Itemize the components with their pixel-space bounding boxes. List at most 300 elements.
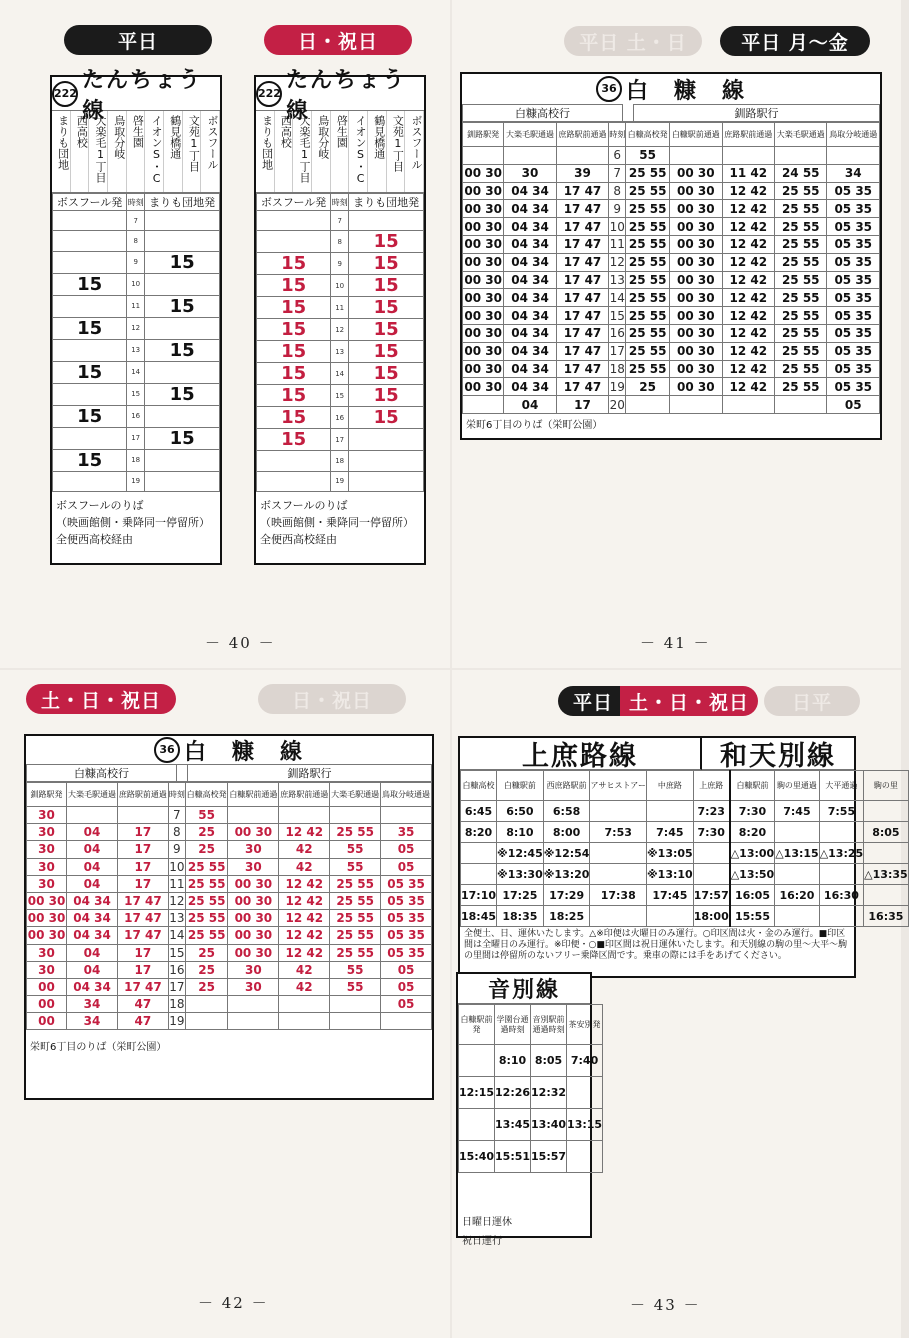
time-cell: 25 55 [775, 200, 827, 218]
time-cell [330, 1013, 381, 1030]
holiday-label: 日・祝日 [297, 30, 378, 53]
weekday-table-row [53, 383, 220, 405]
holiday-cell-left: 15 [257, 429, 331, 451]
kamishoro-time: ※13:30 [497, 864, 544, 885]
hour-cell: 8 [609, 182, 626, 200]
holiday-cell-hour: 16 [331, 407, 349, 429]
table-row [461, 885, 909, 906]
otobetsu-table [458, 1004, 603, 1173]
time-cell: 05 35 [381, 892, 432, 909]
kamishoro-time: 17:25 [497, 885, 544, 906]
time-cell: 30 [27, 961, 67, 978]
wategetsu-time: △13:35 [864, 864, 908, 885]
table-row [463, 253, 880, 271]
weekday-header-43 [558, 686, 628, 716]
hour-cell: 15 [609, 308, 625, 323]
route-notes: 全便土、日、運休いたします。△※印便は火曜日のみ運行。○印区間は火・金のみ運行。■印区間は全曜日のみ運行。※印便・○■印区間は祝日運休いたします。和天別線の駒の里～大平～駒の里間は停留所のないフリー乗降区間です。乗車の際には手をあげてください。 [464, 929, 848, 961]
time-cell: 17 47 [556, 235, 608, 253]
time-cell: 00 30 [670, 200, 722, 218]
time-cell: 05 35 [381, 927, 432, 944]
time-cell: 05 35 [827, 182, 880, 200]
time-cell: 04 34 [504, 324, 556, 342]
time-cell: 05 35 [827, 378, 880, 396]
weekday-cell-right: 15 [145, 383, 220, 405]
table-row [27, 944, 432, 961]
time-cell [722, 147, 774, 165]
weekday-cell-hour: 18 [127, 449, 145, 471]
kamishoro-time: 17:10 [461, 885, 497, 906]
holiday-cell-hour: 18 [331, 451, 349, 471]
wategetsu-time: 7:30 [730, 801, 775, 822]
weekday-table [52, 193, 220, 492]
table-row [463, 324, 880, 342]
weekday-cell-left: 15 [53, 405, 127, 427]
weekday-cell-hour: 16 [127, 405, 145, 427]
hour-cell: 11 [609, 237, 625, 252]
weekday-mon-fri-label: 平日 月～金 [741, 31, 849, 54]
kamishoro-time [693, 864, 730, 885]
kamishoro-time: 18:45 [461, 906, 497, 927]
time-cell: 17 47 [556, 271, 608, 289]
weekday-table-row [53, 231, 220, 251]
time-cell: 30 [27, 824, 67, 841]
time-cell: 25 55 [330, 824, 381, 841]
time-cell: 12 42 [279, 944, 330, 961]
route-name-42: 白 糠 線 [183, 739, 304, 765]
weekday-cell-hour: 14 [127, 361, 145, 383]
wategetsu-time: 15:55 [730, 906, 775, 927]
time-cell: 05 35 [827, 253, 880, 271]
hour-cell: 8 [168, 824, 185, 841]
time-cell [381, 1013, 432, 1030]
holiday-cell-hour: 10 [331, 275, 349, 297]
kamishoro-time [693, 843, 730, 864]
time-cell: 25 55 [626, 200, 670, 218]
hour-cell: 7 [609, 164, 626, 182]
weekday-cell-right [145, 273, 220, 295]
time-cell [463, 147, 504, 165]
time-cell: 17 [117, 944, 168, 961]
table-row [463, 396, 880, 414]
wategetsu-time: 16:30 [819, 885, 863, 906]
weekday-table-row [53, 471, 220, 491]
time-cell [670, 396, 722, 414]
weekday-cell-right [145, 231, 220, 251]
column-header: 時刻 [168, 783, 185, 807]
time-cell: 12 42 [279, 875, 330, 892]
time-cell: 00 30 [670, 324, 722, 342]
holiday-table [256, 193, 424, 492]
kamishoro-time: 7:53 [590, 822, 647, 843]
holiday-route-number-badge: 222 [256, 81, 282, 107]
time-cell: 12 42 [722, 271, 774, 289]
time-cell: 25 55 [185, 927, 228, 944]
time-cell: 12 42 [722, 200, 774, 218]
holiday-cell-hour: 12 [331, 319, 349, 341]
holiday-cell-left: 15 [257, 407, 331, 429]
time-cell [279, 807, 330, 824]
time-cell: 04 34 [504, 253, 556, 271]
holiday-table-row [257, 341, 424, 363]
time-cell: 05 35 [827, 271, 880, 289]
hour-cell: 11 [169, 876, 185, 891]
time-cell [775, 147, 827, 165]
direction-header-42 [26, 764, 432, 782]
wategetsu-time [864, 801, 908, 822]
weekday-route-name: たんちょう線 [82, 67, 203, 124]
time-cell [279, 996, 330, 1013]
otobetsu-time [567, 1141, 603, 1173]
table-row [463, 342, 880, 360]
page-number-40: － 40 － [205, 634, 276, 652]
weekday-cell-left [53, 427, 127, 449]
holiday-222-timetable [254, 67, 426, 565]
time-cell: 17 [117, 824, 168, 841]
weekday-header [64, 25, 212, 55]
weekday-cell-left [53, 231, 127, 251]
time-cell: 17 [117, 875, 168, 892]
holiday-cell-hour: 7 [331, 211, 349, 231]
weekday-table-row [53, 339, 220, 361]
kamishoro-title: 上庶路線 [460, 738, 702, 770]
column-header: 時刻 [609, 123, 626, 147]
time-cell: 47 [117, 996, 168, 1013]
weekday-cell-left [53, 339, 127, 361]
time-cell: 30 [228, 961, 279, 978]
wategetsu-time: 8:20 [730, 822, 775, 843]
time-cell: 25 [185, 824, 228, 841]
wategetsu-time [819, 906, 863, 927]
time-cell: 25 55 [775, 289, 827, 307]
direction-inbound: 釧路駅行 [634, 105, 880, 122]
table-row [27, 1013, 432, 1030]
time-cell: 00 30 [670, 289, 722, 307]
holiday-table-row [257, 385, 424, 407]
time-cell: 00 30 [670, 307, 722, 325]
table-row [27, 892, 432, 909]
time-cell: 17 47 [556, 218, 608, 236]
time-cell: 12 42 [722, 324, 774, 342]
time-cell: 25 55 [330, 927, 381, 944]
time-cell: 04 34 [504, 307, 556, 325]
kamishoro-time [590, 843, 647, 864]
kamishoro-wategetsu-table [460, 770, 909, 927]
holiday-table-row [257, 407, 424, 429]
kamishoro-time: 17:45 [646, 885, 693, 906]
otobetsu-time: 13:15 [567, 1109, 603, 1141]
table-row [461, 822, 909, 843]
holiday-cell-left: 15 [257, 297, 331, 319]
hour-cell: 18 [169, 997, 185, 1012]
weekday-table-row [53, 427, 220, 449]
kamishoro-col: アサヒストアー [590, 771, 647, 801]
holiday-stops [256, 111, 424, 193]
holiday-cell-right [349, 211, 424, 231]
wategetsu-col: 大平通過 [819, 771, 863, 801]
weekday-cell-hour: 19 [127, 471, 145, 491]
holiday-cell-hour: 11 [331, 297, 349, 319]
kamishoro-time: ※13:05 [646, 843, 693, 864]
time-cell: 00 30 [670, 342, 722, 360]
time-cell: 00 30 [670, 271, 722, 289]
table-row [27, 927, 432, 944]
time-cell [463, 396, 504, 414]
weekday-stop: イオンS・C [145, 111, 164, 192]
page-number-43: － 43 － [630, 1296, 701, 1314]
time-cell: 25 55 [185, 858, 228, 875]
holiday-table-row [257, 363, 424, 385]
weekday-stops [52, 111, 220, 193]
wategetsu-col: 白糠駅前 [730, 771, 775, 801]
time-cell: 05 [381, 996, 432, 1013]
sat-sun-holiday-label: 土・日・祝日 [40, 689, 161, 712]
time-cell: 00 30 [464, 201, 502, 216]
weekday-stop: ボスフール [201, 111, 220, 192]
table-row [463, 218, 880, 236]
holiday-table-row [257, 429, 424, 451]
time-cell [504, 147, 556, 165]
time-cell [185, 996, 228, 1013]
kamishoro-time: 6:45 [461, 801, 497, 822]
boarding-note: 栄町6丁目のりば（栄町公園） [466, 419, 603, 431]
holiday-cell-hour: 17 [331, 429, 349, 451]
time-cell: 24 55 [775, 164, 827, 182]
holiday-cell-right: 15 [349, 253, 424, 275]
weekday-table-row [53, 295, 220, 317]
weekday-cell-hour: 12 [127, 317, 145, 339]
weekday-cell-hour: 10 [127, 273, 145, 295]
time-cell: 25 55 [626, 271, 670, 289]
time-cell: 00 30 [464, 308, 502, 323]
hour-cell: 10 [169, 859, 185, 874]
time-cell: 55 [330, 978, 381, 995]
time-cell: 25 [185, 944, 228, 961]
time-cell: 04 [504, 396, 556, 414]
time-cell: 25 55 [775, 218, 827, 236]
otobetsu-time: 13:40 [531, 1109, 567, 1141]
time-cell: 04 [67, 944, 118, 961]
weekday-222-timetable [50, 67, 222, 565]
time-cell: 17 47 [556, 324, 608, 342]
page-43 [452, 670, 908, 1338]
column-header: 釧路駅発 [27, 783, 67, 807]
weekday-cell-hour: 11 [127, 295, 145, 317]
table-row [461, 906, 909, 927]
holiday-table-row [257, 471, 424, 491]
holiday-table-row [257, 319, 424, 341]
weekday-cell-left: 15 [53, 361, 127, 383]
time-cell: 12 42 [722, 182, 774, 200]
wategetsu-time: 7:45 [775, 801, 819, 822]
weekday-cell-left: 15 [53, 317, 127, 339]
kamishoro-time: 8:00 [543, 822, 590, 843]
weekday-cell-right [145, 405, 220, 427]
holiday-table-row [257, 231, 424, 253]
otobetsu-col: 音別駅前通過時刻 [531, 1005, 567, 1045]
time-cell: 55 [330, 841, 381, 858]
holiday-table-row [257, 275, 424, 297]
hour-cell: 12 [169, 894, 185, 909]
time-cell: 05 [381, 978, 432, 995]
time-cell: 35 [381, 824, 432, 841]
time-cell [228, 807, 279, 824]
holiday-cell-left [257, 231, 331, 253]
route-title [462, 74, 880, 104]
weekday-cell-right [145, 361, 220, 383]
time-cell [381, 807, 432, 824]
column-header: 釧路駅発 [463, 123, 504, 147]
wategetsu-time: △13:00 [730, 843, 775, 864]
time-cell: 25 55 [185, 892, 228, 909]
kamishoro-time [461, 843, 497, 864]
column-header-row [27, 783, 432, 807]
table-row [27, 824, 432, 841]
otobetsu-time: 8:05 [531, 1045, 567, 1077]
kamishoro-time: 6:58 [543, 801, 590, 822]
time-cell: 05 [827, 396, 880, 414]
shiranuka-holiday-table [26, 782, 432, 1030]
weekday-table-row [53, 211, 220, 231]
table-row [459, 1077, 603, 1109]
column-header: 白糠高校発 [626, 123, 670, 147]
time-cell: 04 34 [67, 910, 118, 927]
time-cell [827, 147, 880, 165]
route-number-badge-42: 36 [154, 737, 180, 763]
time-cell: 00 30 [27, 911, 66, 926]
holiday-table-row [257, 253, 424, 275]
time-cell [67, 807, 118, 824]
wategetsu-time [775, 822, 819, 843]
otobetsu-note-sunday: 日曜日運休 [462, 1217, 512, 1228]
column-header: 白糠駅前通過 [670, 123, 722, 147]
time-cell: 00 [27, 978, 67, 995]
hour-cell: 13 [169, 911, 185, 926]
time-cell: 00 30 [670, 182, 722, 200]
wategetsu-col: 駒の里通過 [775, 771, 819, 801]
ghost-header-42-label: 日・祝日 [291, 689, 372, 712]
weekday-note3: 全便西高校経由 [56, 532, 133, 546]
weekday-cell-right [145, 211, 220, 231]
direction-inbound-42: 釧路駅行 [188, 765, 432, 782]
holiday-cell-hour: 13 [331, 341, 349, 363]
time-cell: 25 55 [185, 875, 228, 892]
time-cell: 25 55 [330, 944, 381, 961]
time-cell: 12 42 [722, 378, 774, 396]
weekday-label: 平日 [117, 30, 158, 53]
weekday-cell-left: 15 [53, 449, 127, 471]
time-cell: 04 [67, 824, 118, 841]
time-cell: 00 30 [464, 237, 502, 252]
otobetsu-time: 15:51 [495, 1141, 531, 1173]
time-cell: 30 [27, 875, 67, 892]
sat-sun-holiday-header [26, 684, 176, 714]
page-number-41: － 41 － [640, 634, 711, 652]
time-cell: 05 [381, 858, 432, 875]
weekday-col-right: まりも団地発 [145, 194, 220, 211]
time-cell: 00 30 [228, 824, 279, 841]
time-cell: 47 [117, 1013, 168, 1030]
time-cell: 17 47 [556, 200, 608, 218]
holiday-stop: 大楽毛1丁目 [293, 111, 312, 192]
kamishoro-time: 8:20 [461, 822, 497, 843]
time-cell: 04 34 [504, 200, 556, 218]
otobetsu-col: 茶安別発 [567, 1005, 603, 1045]
table-row [463, 289, 880, 307]
holiday-cell-right: 15 [349, 231, 424, 253]
otobetsu-time: 15:40 [459, 1141, 495, 1173]
column-header-row [461, 771, 909, 801]
weekday-note1: ボスフールのりば [56, 498, 144, 512]
time-cell: 04 34 [504, 271, 556, 289]
otobetsu-time [567, 1077, 603, 1109]
time-cell: 42 [279, 961, 330, 978]
otobetsu-time: 12:15 [459, 1077, 495, 1109]
weekday-cell-right: 15 [145, 339, 220, 361]
weekday-table-row [53, 273, 220, 295]
table-row [27, 961, 432, 978]
time-cell: 17 47 [556, 182, 608, 200]
table-row [27, 841, 432, 858]
hour-cell: 6 [609, 147, 626, 165]
direction-outbound-42: 白糠高校行 [27, 765, 177, 782]
table-row [27, 858, 432, 875]
time-cell: 25 55 [775, 360, 827, 378]
wategetsu-time: △13:25 [819, 843, 863, 864]
weekday-stop: 啓生園 [127, 111, 146, 192]
kamishoro-wategetsu-timetable [458, 736, 908, 978]
kamishoro-time [590, 864, 647, 885]
sat-sun-holiday-label-43: 土・日・祝日 [628, 691, 749, 714]
time-cell: 04 34 [504, 218, 556, 236]
time-cell: 17 [117, 961, 168, 978]
time-cell: 25 55 [775, 235, 827, 253]
holiday-header-row [257, 194, 424, 211]
holiday-col-right: まりも団地発 [349, 194, 424, 211]
wategetsu-col: 駒の里 [864, 771, 908, 801]
holiday-cell-hour: 14 [331, 363, 349, 385]
time-cell: 25 55 [775, 307, 827, 325]
weekday-table-row [53, 449, 220, 471]
holiday-cell-left: 15 [257, 275, 331, 297]
table-row [463, 164, 880, 182]
route-name: 白 糠 線 [625, 78, 746, 104]
time-cell: 55 [330, 961, 381, 978]
weekday-stop: 大楽毛1丁目 [89, 111, 108, 192]
time-cell: 25 [185, 841, 228, 858]
column-header: 鳥取分岐通過 [827, 123, 880, 147]
time-cell: 05 35 [827, 342, 880, 360]
time-cell: 25 55 [626, 182, 670, 200]
time-cell: 04 34 [504, 360, 556, 378]
time-cell: 00 30 [228, 927, 279, 944]
weekday-cell-right [145, 317, 220, 339]
otobetsu-timetable [456, 972, 603, 1247]
column-header: 白糠駅前通過 [228, 783, 279, 807]
kamishoro-col: 中庶路 [646, 771, 693, 801]
weekday-stop: 文苑1丁目 [183, 111, 202, 192]
otobetsu-col: 白糠駅前発 [459, 1005, 495, 1045]
holiday-table-row [257, 451, 424, 471]
sat-sun-holiday-header-43 [620, 686, 758, 716]
time-cell: 25 55 [775, 342, 827, 360]
holiday-stop: まりも団地 [256, 111, 275, 192]
page-41 [452, 0, 901, 668]
hour-cell: 19 [609, 379, 625, 394]
otobetsu-note-holiday: 祝日運行 [462, 1236, 502, 1247]
otobetsu-time: 13:45 [495, 1109, 531, 1141]
weekday-table-row [53, 317, 220, 339]
holiday-header [264, 25, 412, 55]
